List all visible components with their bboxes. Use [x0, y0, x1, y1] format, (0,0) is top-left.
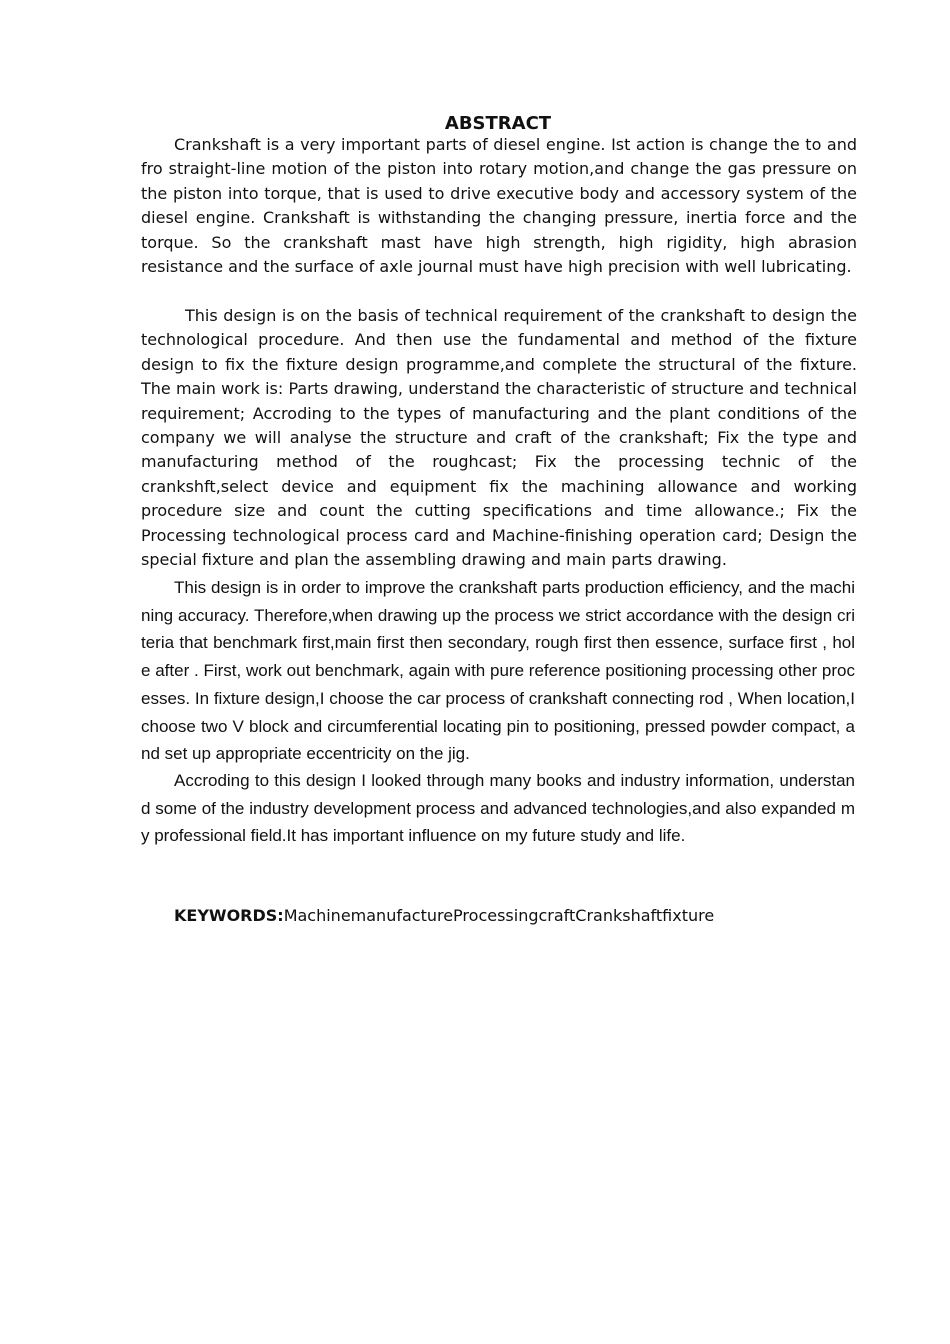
abstract-title: ABSTRACT	[444, 113, 552, 134]
abstract-paragraph-2: This design is on the basis of technical requirement of the crankshaft to design the technological procedure. And then use the fundamental and method of the fixture design to fix the fixture design programme,and complete the structural of the fixture. The main work is: Parts drawing, understand the characteristic of structure and technical requirement; Accroding to the types of manufacturing and the plant conditions of the company we will analyse the structure and craft of the crankshaft; Fix the type and manufacturing method of the roughcast; Fix the processing technic of the crankshft,select device and equipment fix the machining allowance and working procedure size and count the cutting specifications and time allowance.; Fix the Processing technological process card and Machine-finishing operation card; Design the special fixture and plan the assembling drawing and main parts drawing.	[141, 306, 863, 570]
abstract-paragraph-4: Accroding to this design I looked through many books and industry information, understand some of the industry development process and advanced technologies,and also expanded my professional field.It has important influence on my future study and life.	[141, 771, 855, 846]
keywords-line	[174, 904, 874, 928]
keywords-label: KEYWORDS:	[174, 906, 284, 925]
abstract-paragraph-1: Crankshaft is a very important parts of diesel engine. Ist action is change the to and fro straight-line motion of the piston into rotary motion,and change the gas pressure on the piston into torque, that is used to drive executive body and accessory system of the diesel engine. Crankshaft is withstanding the changing pressure, inertia force and the torque. So the crankshaft mast have high strength, high rigidity, high abrasion resistance and the surface of axle journal must have high precision with well lubricating.	[141, 135, 863, 277]
abstract-paragraph-3: This design is in order to improve the crankshaft parts production efficiency, and the machining accuracy. Therefore,when drawing up the process we strict accordance with the design criteria that benchmark first,main first then secondary, rough first then essence, surface first , hole after . First, work out benchmark, again with pure reference positioning processing other processes. In fixture design,I choose the car process of crankshaft connecting rod , When location,I choose two V block and circumferential locating pin to positioning, pressed powder compact, and set up appropriate eccentricity on the jig.	[141, 578, 855, 764]
keywords-value: MachinemanufactureProcessingcraftCrankshaftfixture	[283, 906, 715, 925]
